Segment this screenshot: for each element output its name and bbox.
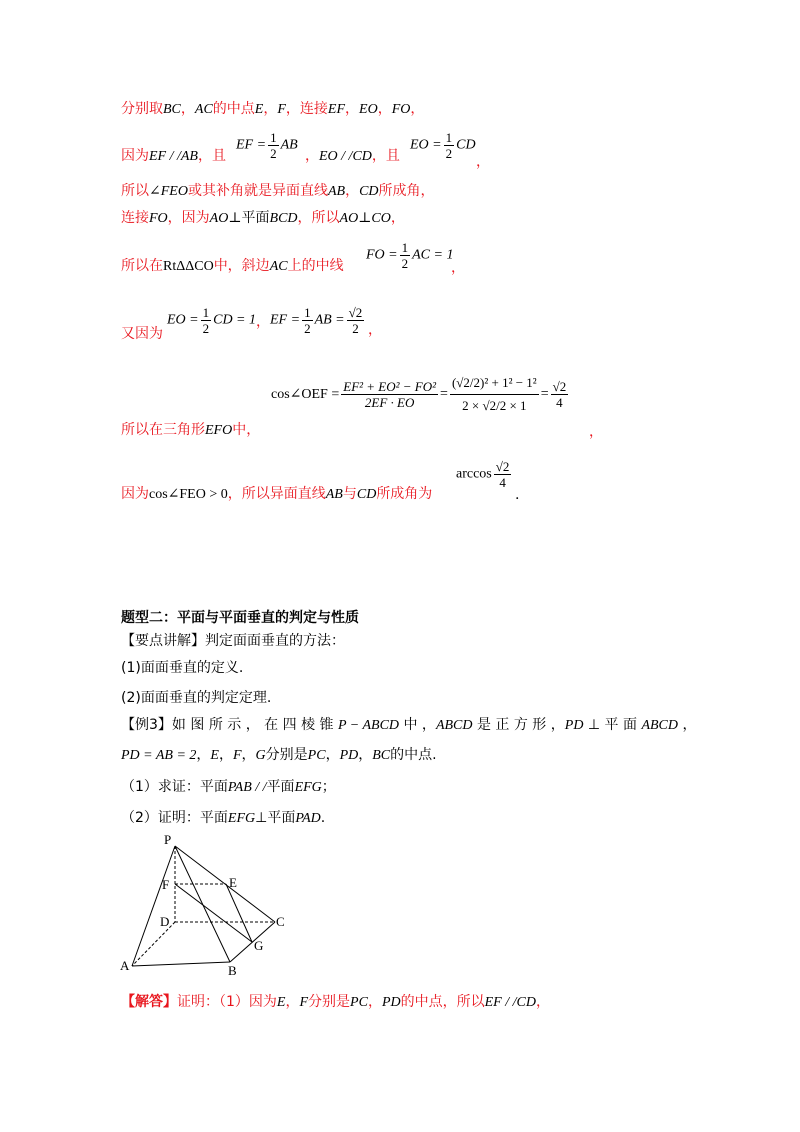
equation-ef-ab <box>270 305 366 336</box>
math: P − ABCD <box>337 718 400 733</box>
solution-line-7b <box>589 422 603 442</box>
text: ，所以异面直线 <box>227 486 326 502</box>
text: ， <box>358 747 373 763</box>
edge-bc <box>230 922 275 962</box>
text: ， <box>256 314 270 330</box>
text: 因为 <box>121 486 149 502</box>
fraction: $\frac{\text{EF² + EO² − FO²}}{2EF \cdot EO}$ <box>343 379 437 410</box>
math: AB <box>327 184 346 199</box>
text: 平面 <box>266 779 295 795</box>
text: 所以在 <box>121 258 163 274</box>
math: CD <box>356 487 377 502</box>
text: ， <box>263 101 278 117</box>
text: 如 图 所 示 ， 在 四 棱 锥 <box>171 717 338 733</box>
method-item-2: (2)面面垂直的判定定理. <box>121 690 272 706</box>
math: EF = <box>236 137 267 153</box>
label-p: P <box>164 832 172 847</box>
math: F <box>232 748 242 763</box>
math: AB <box>325 487 343 502</box>
math: EFG <box>227 811 256 826</box>
text: （1）求证：平面 <box>121 779 228 795</box>
math: AB <box>280 137 298 153</box>
edge-ab <box>132 962 230 966</box>
math: F <box>277 102 286 117</box>
math: ∠FEO <box>149 184 188 199</box>
text: ，所以 <box>297 210 340 226</box>
text: 分别取 <box>121 101 163 117</box>
fraction: $\frac{1}{2}$ <box>401 240 409 271</box>
solution-line-2b <box>305 146 400 167</box>
math: EFG <box>294 780 322 795</box>
label-d: D <box>160 914 170 929</box>
text: ，因为 <box>167 210 210 226</box>
text: ， <box>410 101 425 117</box>
text: . <box>320 810 326 826</box>
text: 中， <box>232 422 261 438</box>
equation-ef-half-ab <box>236 130 298 161</box>
math: = <box>440 386 448 402</box>
text: 或其补角就是异面直线 <box>187 183 328 199</box>
math: cos∠OEF = <box>271 387 340 402</box>
math: BCD <box>269 211 298 226</box>
edge-pb <box>175 846 230 962</box>
math: F <box>299 995 309 1010</box>
solution-line-6b <box>256 312 270 332</box>
math: PD = AB = 2 <box>121 748 197 763</box>
fraction: $\frac{1}{2}$ <box>270 130 277 161</box>
math: PD <box>381 995 401 1010</box>
edge-fg <box>175 884 252 942</box>
math: EO = <box>167 312 199 328</box>
text: ， <box>678 717 697 733</box>
text: 连接 <box>121 210 149 226</box>
text: ，连接 <box>285 101 328 117</box>
label-b: B <box>228 963 237 978</box>
pyramid-figure <box>118 828 298 978</box>
solution-line-6 <box>121 324 163 344</box>
math: AO <box>339 211 359 226</box>
solution-line-5b <box>451 258 465 278</box>
math: FO = <box>366 247 398 263</box>
math: PD <box>564 718 584 733</box>
text: 中 ， <box>399 717 436 733</box>
text: ⊥平面 <box>228 211 270 226</box>
example-3-line-2 <box>121 745 437 766</box>
solution-line-8 <box>121 484 432 505</box>
text: 上的中线 <box>287 258 344 274</box>
math: FO <box>149 211 168 226</box>
math: E <box>254 102 264 117</box>
solution-line-7 <box>121 420 260 441</box>
math: G <box>255 748 266 763</box>
equation-eo-cd <box>167 305 256 336</box>
math: CD <box>456 137 476 153</box>
math: EO = <box>410 137 442 153</box>
fraction: $\frac{\text{(√2/2)² + 1² − 1²}}{2 \times √2/2 \times 1}$ <box>450 372 539 417</box>
text: ， <box>451 260 465 276</box>
math: FO <box>391 102 411 117</box>
math: PC <box>307 748 326 763</box>
text: 是 正 方 形 ， <box>472 717 565 733</box>
text: 因为 <box>121 148 149 164</box>
math: AO <box>209 211 229 226</box>
method-item-1: (1)面面垂直的定义. <box>121 660 244 676</box>
key-points-label: 【要点讲解】 <box>121 633 205 649</box>
example-label: 【例3】 <box>121 717 172 733</box>
math: = <box>540 386 549 402</box>
math: ABCD <box>435 718 473 733</box>
math: cos∠FEO > 0 <box>149 487 228 502</box>
equation-eo-half-cd <box>410 130 476 161</box>
text: 又因为 <box>121 326 163 342</box>
text: ⊥ <box>358 211 372 226</box>
math: EF <box>327 102 346 117</box>
math: EF / /CD <box>484 995 536 1010</box>
solution-line-1 <box>121 99 424 120</box>
text: ， <box>241 747 256 763</box>
fraction: $\frac{√2}{2}$ <box>348 305 363 336</box>
math: EO / /CD <box>319 149 372 164</box>
solution-line-3 <box>121 181 435 202</box>
label-a: A <box>120 958 130 973</box>
text: ， <box>345 183 360 199</box>
text: 证明：（1）因为 <box>177 994 277 1010</box>
math: EF / /AB <box>149 149 198 164</box>
fraction: $\frac{√2}{4}$ <box>495 459 510 490</box>
text: ， <box>368 322 382 338</box>
text: ⊥平面 <box>255 810 296 826</box>
text: 的中点. <box>390 747 437 763</box>
text: 的中点，所以 <box>400 994 485 1010</box>
text: 与 <box>342 486 357 502</box>
math: RtΔΔCO <box>163 259 214 274</box>
solution-line-8b <box>515 485 519 505</box>
key-points-text: 判定面面垂直的方法： <box>205 633 345 649</box>
solution-line-2c <box>476 152 490 172</box>
text: ， <box>218 747 233 763</box>
math: AC <box>194 102 213 117</box>
answer-line-1 <box>121 992 550 1013</box>
math: ABCD <box>641 718 678 733</box>
math: AC = 1 <box>412 247 454 263</box>
text: ， <box>476 154 490 170</box>
math: EF = <box>270 312 301 328</box>
math: EO <box>359 102 378 117</box>
math: CD <box>359 184 379 199</box>
text: ， <box>377 101 392 117</box>
text: 分别是 <box>308 994 351 1010</box>
math: PAB / / <box>227 780 267 795</box>
text: 所成角为 <box>376 486 433 502</box>
label-e: E <box>229 875 237 890</box>
text: ， <box>180 101 195 117</box>
text: ， <box>390 210 405 226</box>
math: PD <box>339 748 359 763</box>
fraction: $\frac{1}{2}$ <box>304 305 311 336</box>
text: ，且 <box>198 148 226 164</box>
question-1 <box>121 777 336 798</box>
text: ， <box>285 994 300 1010</box>
solution-line-6c <box>368 320 382 340</box>
math: EFO <box>205 423 233 438</box>
key-points <box>121 631 345 651</box>
answer-label: 【解答】 <box>121 994 177 1010</box>
label-c: C <box>276 914 285 929</box>
solution-line-5 <box>121 256 344 277</box>
text: ， <box>345 101 360 117</box>
edge-eg <box>226 884 252 942</box>
question-2 <box>121 808 325 829</box>
equation-arccos <box>456 459 513 490</box>
text: ； <box>321 779 336 795</box>
text: 分别是 <box>265 747 308 763</box>
math: E <box>210 748 219 763</box>
math: CO <box>371 211 391 226</box>
text: ， <box>196 747 211 763</box>
label-g: G <box>254 938 264 953</box>
text: ， <box>305 148 319 164</box>
text: 所以在三角形 <box>121 422 205 438</box>
math: CD = 1 <box>213 312 257 328</box>
text: （2）证明：平面 <box>121 810 228 826</box>
equation-cos-oef <box>271 372 570 417</box>
text: ⊥ 平 面 <box>583 717 642 733</box>
label-f: F <box>162 877 170 892</box>
math: PC <box>350 995 368 1010</box>
fraction: $\frac{1}{2}$ <box>445 130 453 161</box>
equation-fo <box>366 240 453 271</box>
solution-line-2 <box>121 146 226 167</box>
text: 所以 <box>121 183 149 199</box>
text: ， <box>589 424 603 440</box>
math: BC <box>163 102 181 117</box>
math: arccos <box>456 466 492 482</box>
edge-pa <box>132 846 175 966</box>
text: ， <box>535 994 550 1010</box>
fraction: $\frac{1}{2}$ <box>202 305 210 336</box>
example-3-line-1 <box>121 715 696 736</box>
solution-line-4 <box>121 208 405 229</box>
text: ， <box>367 994 382 1010</box>
text: 中，斜边 <box>213 258 270 274</box>
text: 的中点 <box>212 101 255 117</box>
math: BC <box>372 748 391 763</box>
text: ， <box>325 747 340 763</box>
math: E <box>276 995 286 1010</box>
text: . <box>515 487 520 503</box>
text: ，且 <box>371 148 400 164</box>
math: PAD <box>295 811 321 826</box>
math: AC <box>269 259 288 274</box>
math: AB = <box>314 312 345 328</box>
fraction: $\frac{√2}{4}$ <box>552 379 567 410</box>
pyramid-diagram <box>118 828 298 978</box>
text: 所成角， <box>378 183 435 199</box>
section-title: 题型二：平面与平面垂直的判定与性质 <box>121 610 359 626</box>
